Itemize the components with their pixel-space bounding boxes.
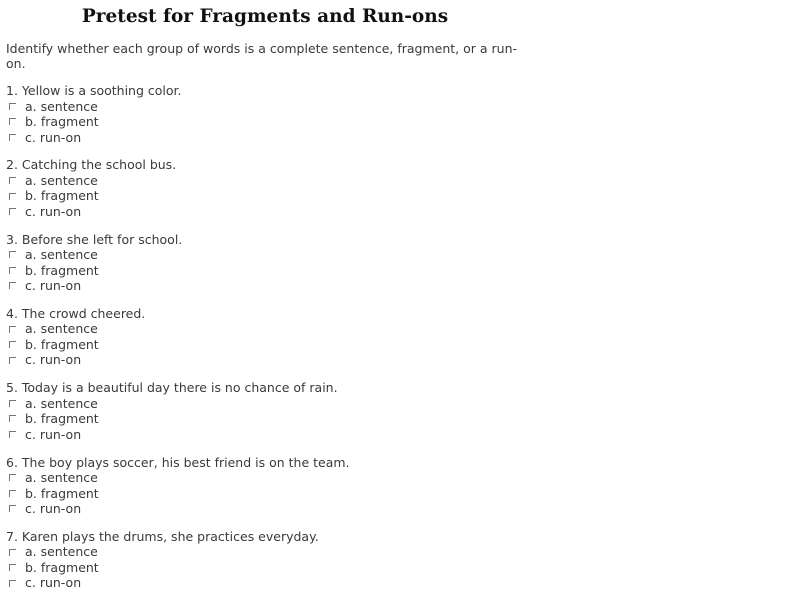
checkbox[interactable] xyxy=(9,564,16,571)
checkbox[interactable] xyxy=(9,267,16,274)
option-label: a. sentence xyxy=(25,544,98,560)
checkbox[interactable] xyxy=(9,208,16,215)
checkbox[interactable] xyxy=(9,549,16,556)
option-label: b. fragment xyxy=(25,336,99,352)
answer-option[interactable] xyxy=(6,247,182,263)
answer-option[interactable] xyxy=(6,337,145,353)
option-label: b. fragment xyxy=(25,485,99,501)
question-text: 4. The crowd cheered. xyxy=(6,305,146,321)
answer-option[interactable] xyxy=(6,501,350,517)
question-5 xyxy=(6,380,338,442)
answer-option[interactable] xyxy=(6,263,182,279)
option-label: c. run-on xyxy=(25,575,82,591)
checkbox[interactable] xyxy=(9,580,16,587)
option-label: c. run-on xyxy=(25,129,82,145)
question-text: 2. Catching the school bus. xyxy=(6,157,177,173)
answer-option[interactable] xyxy=(6,188,176,204)
checkbox[interactable] xyxy=(9,431,16,438)
checkbox[interactable] xyxy=(9,505,16,512)
answer-option[interactable] xyxy=(6,99,182,115)
question-7 xyxy=(6,529,319,591)
option-label: b. fragment xyxy=(25,188,99,204)
answer-option[interactable] xyxy=(6,544,319,560)
checkbox[interactable] xyxy=(9,193,16,200)
page-title: Pretest for Fragments and Run-ons xyxy=(81,6,449,27)
question-4 xyxy=(6,306,145,368)
answer-option[interactable] xyxy=(6,575,319,591)
checkbox[interactable] xyxy=(9,400,16,407)
answer-option[interactable] xyxy=(6,321,145,337)
question-text: 3. Before she left for school. xyxy=(6,231,183,247)
answer-option[interactable] xyxy=(6,560,319,576)
checkbox[interactable] xyxy=(9,341,16,348)
checkbox[interactable] xyxy=(9,415,16,422)
answer-option[interactable] xyxy=(6,173,176,189)
option-label: c. run-on xyxy=(25,426,82,442)
checkbox[interactable] xyxy=(9,282,16,289)
question-2 xyxy=(6,157,176,219)
checkbox[interactable] xyxy=(9,177,16,184)
answer-option[interactable] xyxy=(6,427,338,443)
option-label: c. run-on xyxy=(25,501,82,516)
option-label: c. run-on xyxy=(25,278,82,294)
option-label: a. sentence xyxy=(25,321,98,337)
question-text: 1. Yellow is a soothing color. xyxy=(6,83,182,98)
question-text: 5. Today is a beautiful day there is no chance of rain. xyxy=(6,380,338,396)
answer-option[interactable] xyxy=(6,352,145,368)
answer-option[interactable] xyxy=(6,470,350,486)
answer-option[interactable] xyxy=(6,396,338,412)
checkbox[interactable] xyxy=(9,326,16,333)
answer-option[interactable] xyxy=(6,486,350,502)
option-label: a. sentence xyxy=(25,172,98,188)
option-label: a. sentence xyxy=(25,395,98,411)
question-text: 7. Karen plays the drums, she practices everyday. xyxy=(6,528,319,544)
option-label: a. sentence xyxy=(25,247,98,263)
option-label: a. sentence xyxy=(25,98,98,114)
answer-option[interactable] xyxy=(6,278,182,294)
option-label: b. fragment xyxy=(25,114,99,129)
option-label: b. fragment xyxy=(25,411,99,427)
answer-option[interactable] xyxy=(6,204,176,220)
instructions: Identify whether each group of words is a complete sentence, fragment, or a run-on. xyxy=(6,41,518,71)
answer-option[interactable] xyxy=(6,114,182,130)
checkbox[interactable] xyxy=(9,118,16,125)
option-label: c. run-on xyxy=(25,203,82,219)
question-3 xyxy=(6,232,182,294)
question-text: 6. The boy plays soccer, his best friend is on the team. xyxy=(6,454,350,470)
option-label: b. fragment xyxy=(25,262,99,278)
checkbox[interactable] xyxy=(9,134,16,141)
checkbox[interactable] xyxy=(9,490,16,497)
checkbox[interactable] xyxy=(9,103,16,110)
checkbox[interactable] xyxy=(9,251,16,258)
option-label: a. sentence xyxy=(25,470,98,485)
question-1 xyxy=(6,83,182,145)
option-label: b. fragment xyxy=(25,559,99,575)
checkbox[interactable] xyxy=(9,357,16,364)
checkbox[interactable] xyxy=(9,474,16,481)
answer-option[interactable] xyxy=(6,411,338,427)
answer-option[interactable] xyxy=(6,130,182,146)
option-label: c. run-on xyxy=(25,352,82,368)
question-6 xyxy=(6,455,350,517)
